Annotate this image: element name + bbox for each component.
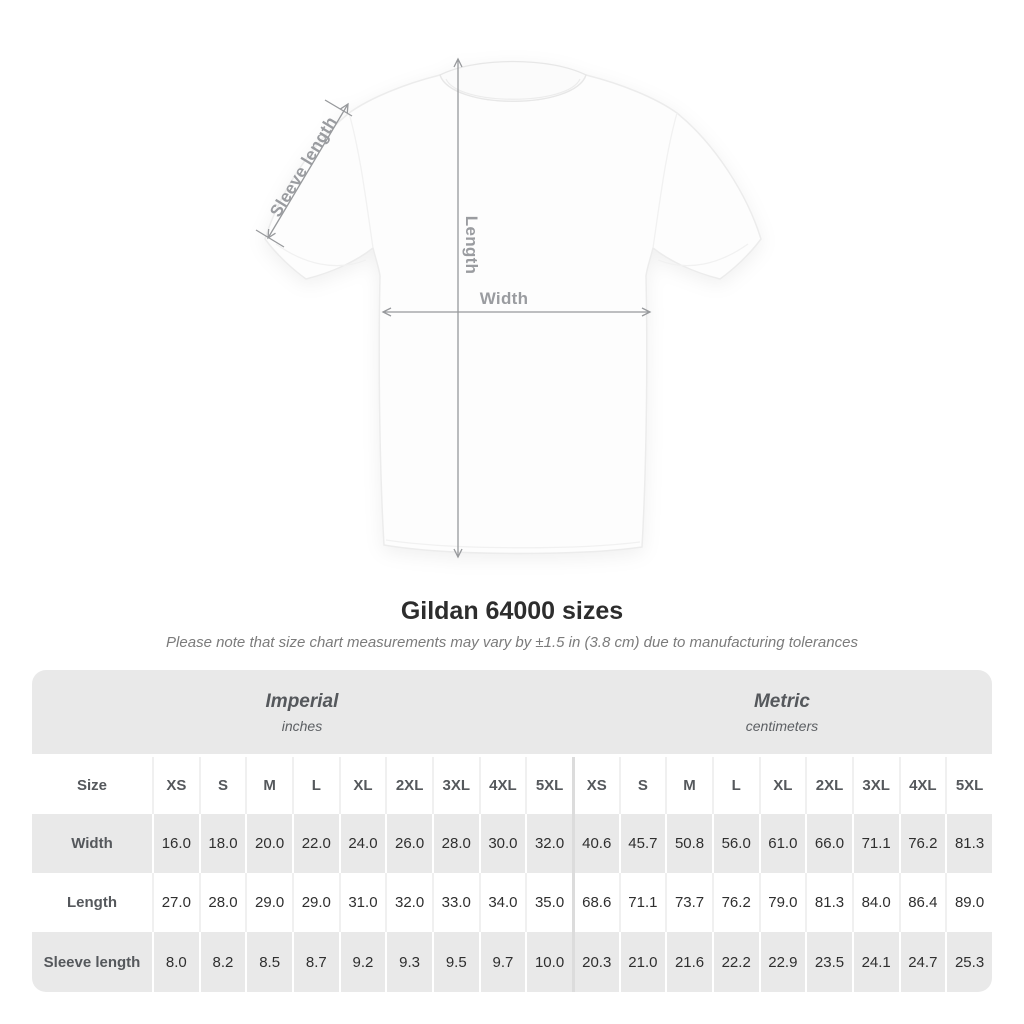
cell-metric-5xl: 25.3 — [945, 932, 992, 992]
cell-imperial-4xl: 9.7 — [479, 932, 526, 992]
col-header-metric-4xl: 4XL — [899, 757, 946, 814]
cell-imperial-5xl: 35.0 — [525, 873, 572, 932]
cell-metric-4xl: 76.2 — [899, 814, 946, 873]
row-label: Width — [32, 814, 152, 873]
cell-metric-4xl: 86.4 — [899, 873, 946, 932]
table-row-length — [32, 873, 992, 932]
col-header-metric-l: L — [712, 757, 759, 814]
cell-metric-l: 22.2 — [712, 932, 759, 992]
col-header-metric-2xl: 2XL — [805, 757, 852, 814]
unit-name: Metric — [753, 690, 810, 712]
col-header-metric-xs: XS — [572, 757, 619, 814]
cell-imperial-3xl: 33.0 — [432, 873, 479, 932]
table-row-width — [32, 814, 992, 873]
size-header-row — [32, 757, 992, 814]
cell-imperial-xs: 27.0 — [152, 873, 199, 932]
length-annotation: Length — [462, 215, 481, 275]
cell-imperial-s: 28.0 — [199, 873, 246, 932]
col-header-imperial-m: M — [245, 757, 292, 814]
col-header-imperial-2xl: 2XL — [385, 757, 432, 814]
sleeve-length-annotation: Sleeve length — [266, 113, 341, 221]
cell-imperial-2xl: 9.3 — [385, 932, 432, 992]
cell-metric-s: 71.1 — [619, 873, 666, 932]
cell-imperial-2xl: 32.0 — [385, 873, 432, 932]
cell-metric-4xl: 24.7 — [899, 932, 946, 992]
unit-subtitle: inches — [281, 717, 323, 734]
cell-imperial-m: 20.0 — [245, 814, 292, 873]
cell-metric-5xl: 89.0 — [945, 873, 992, 932]
unit-section-metric — [572, 670, 992, 757]
page-title: Gildan 64000 sizes — [400, 597, 624, 625]
col-header-metric-3xl: 3XL — [852, 757, 899, 814]
cell-imperial-3xl: 9.5 — [432, 932, 479, 992]
width-annotation: Width — [479, 289, 529, 308]
col-header-metric-xl: XL — [759, 757, 806, 814]
unit-band-row — [32, 670, 992, 757]
col-header-imperial-xl: XL — [339, 757, 386, 814]
cell-imperial-4xl: 30.0 — [479, 814, 526, 873]
col-header-metric-5xl: 5XL — [945, 757, 992, 814]
unit-subtitle: centimeters — [745, 717, 819, 734]
cell-imperial-5xl: 32.0 — [525, 814, 572, 873]
cell-imperial-m: 8.5 — [245, 932, 292, 992]
cell-metric-2xl: 23.5 — [805, 932, 852, 992]
cell-imperial-2xl: 26.0 — [385, 814, 432, 873]
cell-imperial-xl: 31.0 — [339, 873, 386, 932]
col-header-imperial-s: S — [199, 757, 246, 814]
cell-imperial-m: 29.0 — [245, 873, 292, 932]
cell-metric-xs: 40.6 — [572, 814, 619, 873]
cell-imperial-l: 29.0 — [292, 873, 339, 932]
cell-metric-m: 21.6 — [665, 932, 712, 992]
cell-metric-2xl: 66.0 — [805, 814, 852, 873]
cell-metric-3xl: 24.1 — [852, 932, 899, 992]
tshirt-body — [265, 75, 761, 554]
cell-metric-2xl: 81.3 — [805, 873, 852, 932]
size-table — [32, 670, 992, 992]
table-row-sleeve-length — [32, 932, 992, 992]
cell-imperial-5xl: 10.0 — [525, 932, 572, 992]
col-header-imperial-5xl: 5XL — [525, 757, 572, 814]
cell-imperial-l: 8.7 — [292, 932, 339, 992]
row-label: Sleeve length — [32, 932, 152, 992]
row-label: Length — [32, 873, 152, 932]
unit-section-imperial — [32, 670, 572, 757]
cell-metric-xs: 20.3 — [572, 932, 619, 992]
col-header-imperial-xs: XS — [152, 757, 199, 814]
cell-imperial-xs: 16.0 — [152, 814, 199, 873]
cell-imperial-s: 8.2 — [199, 932, 246, 992]
cell-imperial-4xl: 34.0 — [479, 873, 526, 932]
cell-imperial-s: 18.0 — [199, 814, 246, 873]
tolerance-note: Please note that size chart measurements may vary by ±1.5 in (3.8 cm) due to manufacturing tolerances — [166, 634, 858, 651]
cell-metric-m: 73.7 — [665, 873, 712, 932]
cell-metric-xl: 22.9 — [759, 932, 806, 992]
cell-metric-3xl: 71.1 — [852, 814, 899, 873]
cell-metric-m: 50.8 — [665, 814, 712, 873]
cell-imperial-xl: 9.2 — [339, 932, 386, 992]
cell-metric-xl: 79.0 — [759, 873, 806, 932]
cell-imperial-l: 22.0 — [292, 814, 339, 873]
cell-metric-l: 56.0 — [712, 814, 759, 873]
cell-metric-xl: 61.0 — [759, 814, 806, 873]
cell-imperial-xl: 24.0 — [339, 814, 386, 873]
col-header-metric-s: S — [619, 757, 666, 814]
cell-metric-s: 45.7 — [619, 814, 666, 873]
col-header-imperial-l: L — [292, 757, 339, 814]
cell-imperial-xs: 8.0 — [152, 932, 199, 992]
unit-name: Imperial — [265, 690, 339, 712]
col-header-imperial-3xl: 3XL — [432, 757, 479, 814]
cell-imperial-3xl: 28.0 — [432, 814, 479, 873]
cell-metric-l: 76.2 — [712, 873, 759, 932]
col-header-metric-m: M — [665, 757, 712, 814]
cell-metric-xs: 68.6 — [572, 873, 619, 932]
col-header-imperial-4xl: 4XL — [479, 757, 526, 814]
cell-metric-s: 21.0 — [619, 932, 666, 992]
cell-metric-3xl: 84.0 — [852, 873, 899, 932]
cell-metric-5xl: 81.3 — [945, 814, 992, 873]
size-corner-header: Size — [32, 757, 152, 814]
